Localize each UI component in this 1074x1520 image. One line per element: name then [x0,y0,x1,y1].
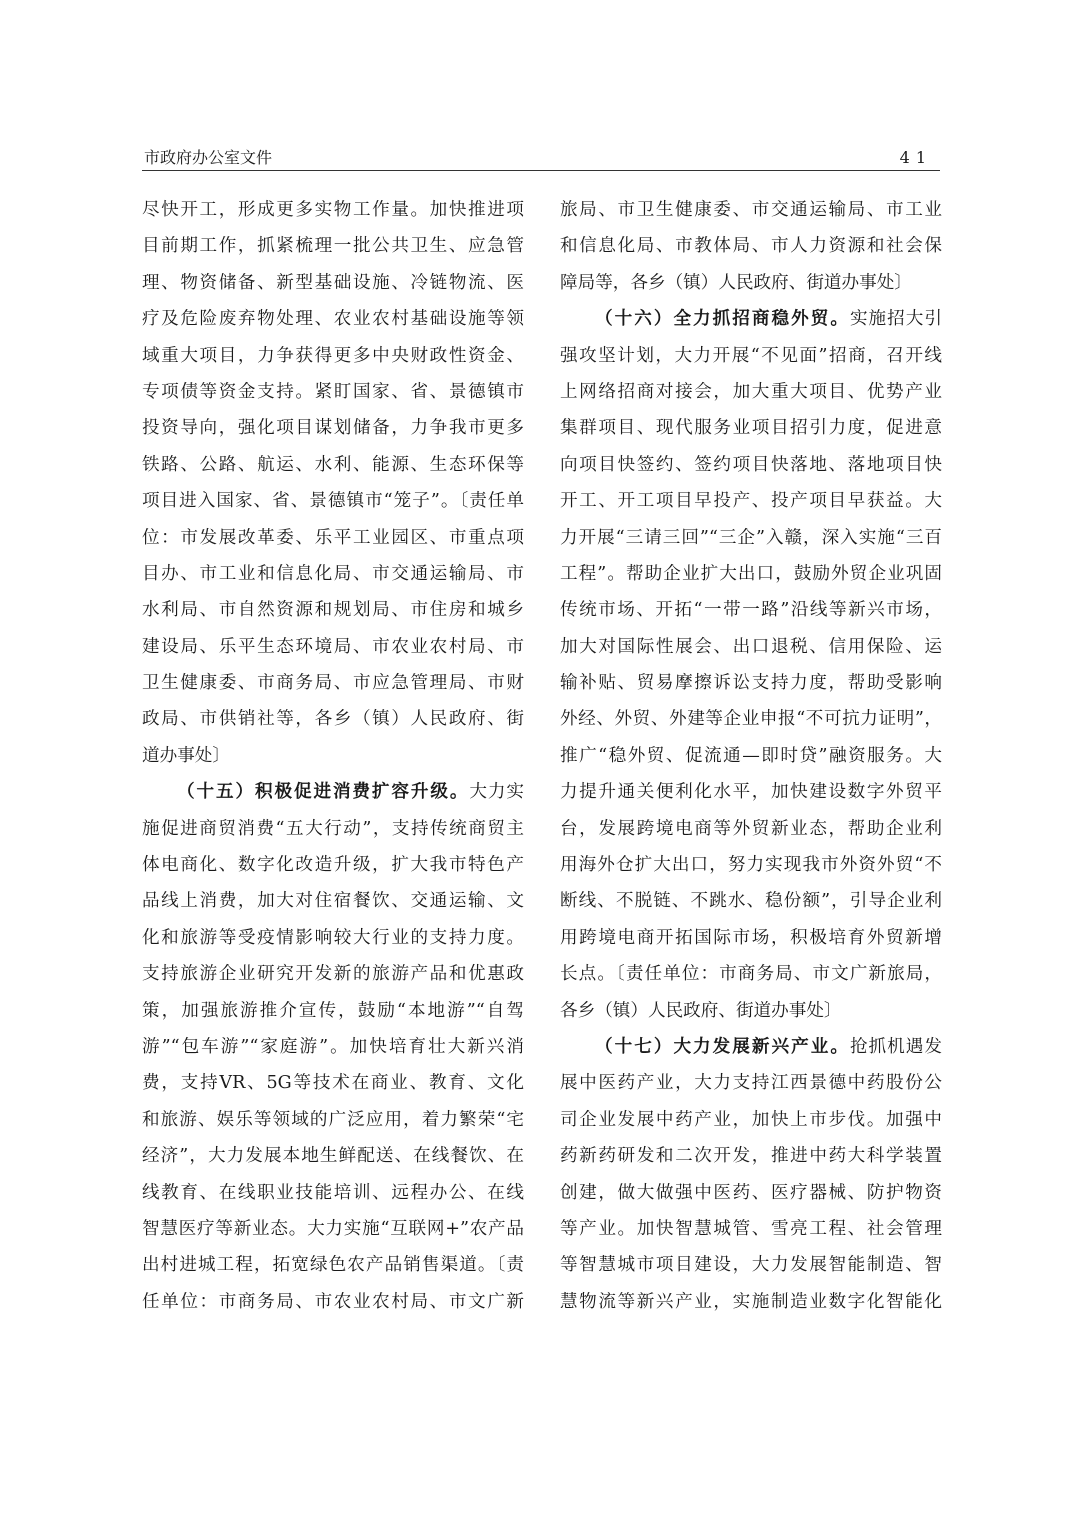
text-line [560,811,942,847]
text-line [560,265,942,301]
text-line [560,410,942,446]
line-text: 创建，做大做强中医药、医疗器械、防护物资 [560,1182,942,1203]
line-text: 支持旅游企业研究开发新的旅游产品和优惠政 [142,964,524,985]
line-text: 用跨境电商开拓国际市场，积极培育外贸新增 [560,927,942,948]
text-line [560,629,942,665]
line-text: 力提升通关便利化水平，加快建设数字外贸平 [560,782,942,803]
line-text: 施促进商贸消费“五大行动”，支持传统商贸主 [142,818,524,839]
text-line [142,338,524,374]
text-line [560,592,942,628]
text-line [142,738,524,774]
line-text: 推广“稳外贸、促流通—即时贷”融资服务。大 [560,745,942,766]
text-line [142,920,524,956]
text-line [142,1138,524,1174]
line-text: 疗及危险废弃物处理、农业农村基础设施等领 [142,309,524,330]
text-line [142,847,524,883]
text-line [560,1175,942,1211]
line-text: 理、物资储备、新型基础设施、冷链物流、医 [142,272,524,293]
text-line [560,1102,942,1138]
line-text: 政局、市供销社等，各乡（镇）人民政府、街 [142,709,524,730]
line-text: 司企业发展中药产业，加快上市步伐。加强中 [560,1109,942,1130]
text-line [142,410,524,446]
text-line [142,556,524,592]
line-text: 任单位：市商务局、市农业农村局、市文广新 [142,1291,524,1312]
line-text: 台，发展跨境电商等外贸新业态，帮助企业利 [560,818,942,839]
text-line [142,228,524,264]
text-line [560,483,942,519]
section-heading: （十六）全力抓招商稳外贸。 [595,308,850,330]
text-line [142,520,524,556]
line-text: 和信息化局、市教体局、市人力资源和社会保 [560,236,942,257]
line-text: 实施招大引 [849,309,942,330]
text-line [142,447,524,483]
text-line [560,447,942,483]
text-line [560,556,942,592]
text-line [142,811,524,847]
text-line [142,1175,524,1211]
text-line [560,665,942,701]
line-text: 用海外仓扩大出口，努力实现我市外资外贸“不 [560,855,942,876]
text-line [560,1138,942,1174]
line-text: 等智慧城市项目建设，大力发展智能制造、智 [560,1255,942,1276]
text-line [142,483,524,519]
line-text: 集群项目、现代服务业项目招引力度，促进意 [560,418,942,439]
text-line [142,774,524,810]
line-text: 药新药研发和二次开发，推进中药大科学装置 [560,1146,942,1167]
line-text: 体电商化、数字化改造升级，扩大我市特色产 [142,855,524,876]
right-column [560,192,942,1337]
text-line [142,956,524,992]
text-line [560,956,942,992]
line-text: 开工、开工项目早投产、投产项目早获益。大 [560,491,942,512]
line-text: 抢抓机遇发 [849,1036,942,1057]
line-text: 线教育、在线职业技能培训、远程办公、在线 [142,1182,524,1203]
line-text: 断线、不脱链、不跳水、稳份额”，引导企业利 [560,891,942,912]
line-text: 障局等，各乡（镇）人民政府、街道办事处〕 [560,272,912,293]
text-line [560,1065,942,1101]
text-line [560,1284,942,1320]
line-text: 铁路、公路、航运、水利、能源、生态环保等 [142,454,524,475]
text-line [560,1029,942,1065]
text-line [142,665,524,701]
text-line [560,228,942,264]
line-text: 品线上消费，加大对住宿餐饮、交通运输、文 [142,891,524,912]
text-line [560,847,942,883]
line-text: 水利局、市自然资源和规划局、市住房和城乡 [142,600,524,621]
line-text: 等产业。加快智慧城管、雪亮工程、社会管理 [560,1218,942,1239]
text-line [560,520,942,556]
text-line [142,1102,524,1138]
line-text: 费，支持VR、5G等技术在商业、教育、文化 [142,1073,524,1094]
line-text: 各乡（镇）人民政府、街道办事处〕 [560,1000,842,1021]
line-text: 加大对国际性展会、出口退税、信用保险、运 [560,636,942,657]
line-text: 传统市场、开拓“一带一路”沿线等新兴市场， [560,600,942,621]
text-line [560,301,942,337]
line-text: 出村进城工程，拓宽绿色农产品销售渠道。〔责 [142,1255,524,1276]
text-line [560,883,942,919]
left-column [142,192,524,1337]
line-text: 工程”。帮助企业扩大出口，鼓励外贸企业巩固 [560,563,942,584]
section-heading: （十五）积极促进消费扩容升级。 [177,781,470,803]
text-line [560,993,942,1029]
text-line [142,701,524,737]
line-text: 和旅游、娱乐等领域的广泛应用，着力繁荣“宅 [142,1109,524,1130]
text-line [560,374,942,410]
line-text: 卫生健康委、市商务局、市应急管理局、市财 [142,673,524,694]
document-title: 市政府办公室文件 [144,148,273,167]
text-line [142,1211,524,1247]
line-text: 投资导向，强化项目谋划储备，力争我市更多 [142,418,524,439]
text-line [142,592,524,628]
text-line [142,629,524,665]
line-text: 上网络招商对接会，加大重大项目、优势产业 [560,381,942,402]
text-line [560,1211,942,1247]
line-text: 位：市发展改革委、乐平工业园区、市重点项 [142,527,524,548]
line-text: 道办事处〕 [142,745,230,766]
line-text: 策，加强旅游推介宣传，鼓励“本地游”“自驾 [142,1000,524,1021]
text-line [142,1247,524,1283]
line-text: 域重大项目，力争获得更多中央财政性资金、 [142,345,524,366]
line-text: 化和旅游等受疫情影响较大行业的支持力度。 [142,927,524,948]
text-line [142,192,524,228]
text-line [142,265,524,301]
section-heading: （十七）大力发展新兴产业。 [595,1035,850,1057]
line-text: 游”“包车游”“家庭游”。加快培育壮大新兴消 [142,1036,524,1057]
text-line [560,192,942,228]
text-line [142,374,524,410]
text-line [560,774,942,810]
text-line [142,301,524,337]
text-line [560,338,942,374]
line-text: 输补贴、贸易摩擦诉讼支持力度，帮助受影响 [560,673,942,694]
line-text: 项目进入国家、省、景德镇市“笼子”。〔责任单 [142,491,524,512]
text-line [142,993,524,1029]
line-text: 长点。〔责任单位：市商务局、市文广新旅局， [560,964,942,985]
text-line [560,1247,942,1283]
line-text: 尽快开工，形成更多实物工作量。加快推进项 [142,200,524,220]
line-text: 向项目快签约、签约项目快落地、落地项目快 [560,454,942,475]
text-line [560,701,942,737]
line-text: 强攻坚计划，大力开展“不见面”招商，召开线 [560,345,942,366]
text-line [560,920,942,956]
line-text: 大力实 [469,782,524,803]
line-text: 经济”，大力发展本地生鲜配送、在线餐饮、在 [142,1146,524,1167]
line-text: 力开展“三请三回”“三企”入赣，深入实施“三百 [560,527,942,548]
line-text: 建设局、乐平生态环境局、市农业农村局、市 [142,636,524,657]
line-text: 外经、外贸、外建等企业申报“不可抗力证明”， [560,709,942,730]
line-text: 智慧医疗等新业态。大力实施“互联网+”农产品 [142,1218,524,1239]
line-text: 目办、市工业和信息化局、市交通运输局、市 [142,563,524,584]
text-line [142,883,524,919]
text-line [142,1065,524,1101]
line-text: 专项债等资金支持。紧盯国家、省、景德镇市 [142,381,524,402]
line-text: 展中医药产业，大力支持江西景德中药股份公 [560,1073,942,1094]
line-text: 旅局、市卫生健康委、市交通运输局、市工业 [560,200,942,220]
text-line [142,1029,524,1065]
page-header [142,148,940,171]
text-line [142,1284,524,1320]
line-text: 目前期工作，抓紧梳理一批公共卫生、应急管 [142,236,524,257]
text-line [560,738,942,774]
line-text: 慧物流等新兴产业，实施制造业数字化智能化 [560,1291,942,1312]
page-number: 41 [899,148,932,167]
